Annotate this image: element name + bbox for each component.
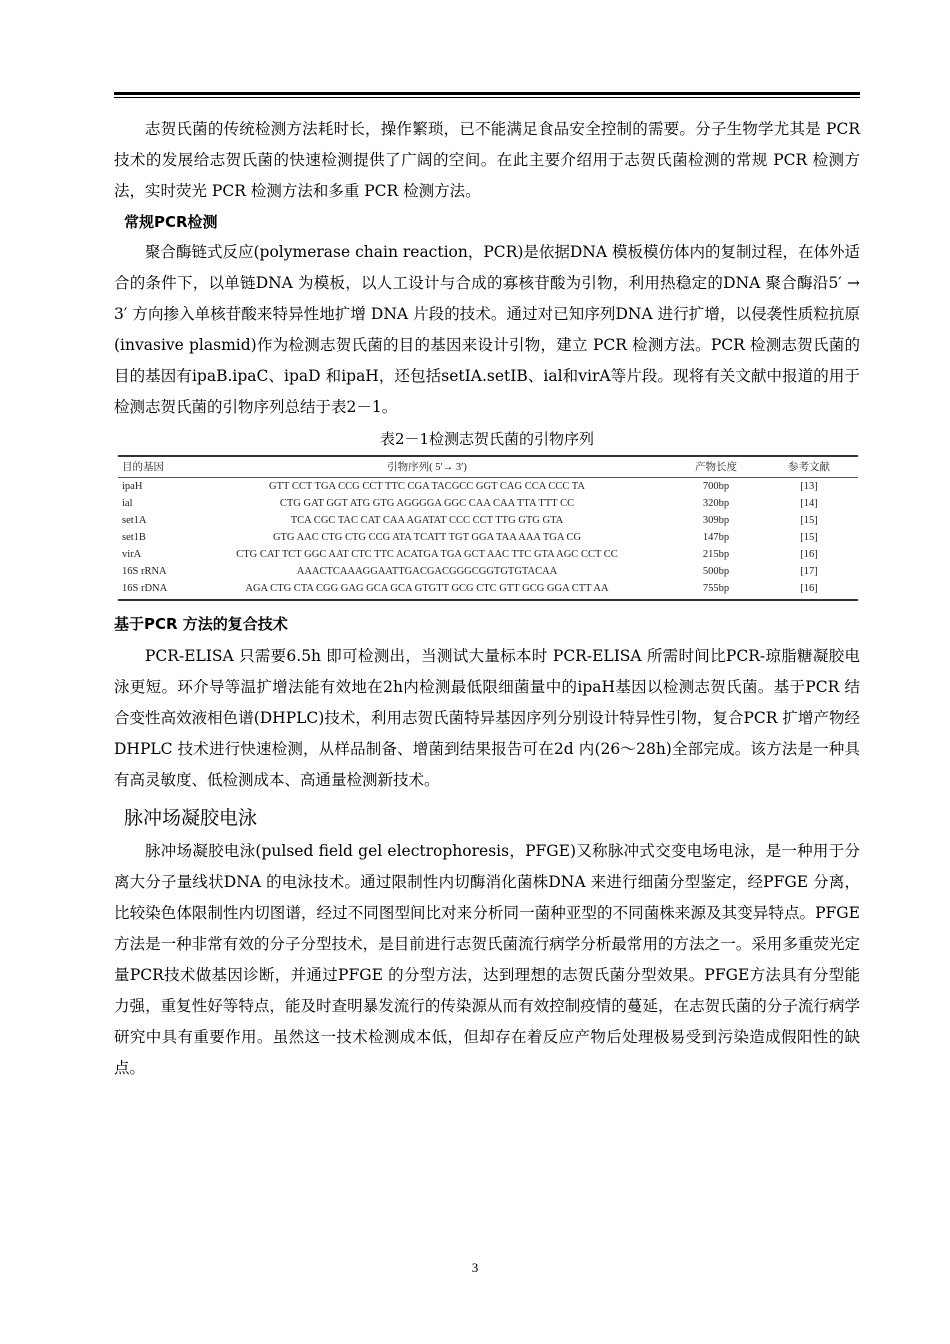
length-cell: 215bp <box>702 549 730 560</box>
gene-cell: virA <box>122 549 142 560</box>
table-header-length: 产物长度 <box>672 456 760 478</box>
heading-pfge: 脉冲场凝胶电泳 <box>124 807 258 829</box>
gene-cell: ial <box>122 498 133 509</box>
reference-cell: [13] <box>800 481 818 492</box>
sequence-cell: AAACTCAAAGGAATTGACGACGGGCGGTGTGTACAA <box>296 566 558 577</box>
gene-cell: 16S rRNA <box>122 566 167 577</box>
gene-cell: ipaH <box>122 481 143 492</box>
sequence-cell: CTG CAT TCT GGC AAT CTC TTC ACATGA TGA GCT AAC TTC GTA AGC CCT CC <box>236 549 618 560</box>
table-header-reference: 参考文献 <box>760 456 858 478</box>
pcr-paragraph: 聚合酶链式反应(polymerase chain reaction，PCR)是依据DNA 模板模仿体内的复制过程，在体外适合的条件下，以单链DNA 为模板，以人工设计与合成的寡核苷酸为引物，利用热稳定的DNA 聚合酶沿5′ → 3′ 方向掺入单核苷酸来特异性地扩增 DNA 片段的技术。通过对已知序列DNA 进行扩增，以侵袭性质粒抗原(invasive plasmid)作为检测志贺氏菌的目的基因来设计引物，建立 PCR 检测方法。PCR 检测志贺氏菌的目的基因有ipaB.ipaC、ipaD 和ipaH，还包括setIA.setIB、ial和virA等片段。现将有关文献中报道的用于检测志贺氏菌的引物序列总结于表2－1。 <box>114 243 860 416</box>
table-row <box>118 529 858 546</box>
sequence-cell: CTG GAT GGT ATG GTG AGGGGA GGC CAA CAA TTA TTT CC <box>279 498 575 509</box>
length-cell: 755bp <box>672 580 760 600</box>
table-row <box>118 580 858 600</box>
reference-cell: [15] <box>800 532 818 543</box>
table-header-gene: 目的基因 <box>118 456 182 478</box>
table-row <box>118 546 858 563</box>
length-cell: 320bp <box>702 498 730 509</box>
length-cell: 700bp <box>702 481 730 492</box>
reference-cell: [15] <box>800 515 818 526</box>
primer-table <box>118 455 858 601</box>
reference-cell: [16] <box>800 549 818 560</box>
intro-paragraph: 志贺氏菌的传统检测方法耗时长，操作繁琐，已不能满足食品安全控制的需要。分子生物学尤其是 PCR技术的发展给志贺氏菌的快速检测提供了广阔的空间。在此主要介绍用于志贺氏菌检测的常规 PCR 检测方法，实时荧光 PCR 检测方法和多重 PCR 检测方法。 <box>114 120 860 200</box>
header-rule-thin <box>114 97 860 98</box>
gene-cell: set1A <box>122 515 147 526</box>
page-body <box>114 114 860 1084</box>
table-row <box>118 563 858 580</box>
sequence-cell: GTG AAC CTG CTG CCG ATA TCATT TGT GGA TAA AAA TGA CG <box>272 532 582 543</box>
page-number: 3 <box>471 1260 479 1275</box>
length-cell: 147bp <box>702 532 730 543</box>
length-cell: 500bp <box>702 566 730 577</box>
sequence-cell: TCA CGC TAC CAT CAA AGATAT CCC CCT TTG GTG GTA <box>290 515 564 526</box>
composite-paragraph: PCR-ELISA 只需要6.5h 即可检测出，当测试大量标本时 PCR-ELISA 所需时间比PCR-琼脂糖凝胶电泳更短。环介导等温扩增法能有效地在2h内检测最低限细菌量中的ipaH基因以检测志贺氏菌。基于PCR 结合变性高效液相色谱(DHPLC)技术，利用志贺氏菌特异基因序列分别设计特异性引物，复合PCR 扩增产物经DHPLC 技术进行快速检测，从样品制备、增菌到结果报告可在2d 内(26～28h)全部完成。该方法是一种具有高灵敏度、低检测成本、高通量检测新技术。 <box>114 647 860 789</box>
table-row <box>118 495 858 512</box>
table-row <box>118 478 858 496</box>
heading-conventional-pcr: 常规PCR检测 <box>124 213 218 231</box>
heading-composite-pcr: 基于PCR 方法的复合技术 <box>114 615 288 633</box>
header-rule-thick <box>114 92 860 95</box>
sequence-cell: AGA CTG CTA CGG GAG GCA GCA GTGTT GCG CTC GTT GCG GGA CTT AA <box>182 580 672 600</box>
table-row <box>118 512 858 529</box>
reference-cell: [14] <box>800 498 818 509</box>
reference-cell: [16] <box>760 580 858 600</box>
table-header-sequence: 引物序列( 5′→ 3′) <box>182 456 672 478</box>
pfge-paragraph: 脉冲场凝胶电泳(pulsed field gel electrophoresis，PFGE)又称脉冲式交变电场电泳，是一种用于分离大分子量线状DNA 的电泳技术。通过限制性内切酶消化菌株DNA 来进行细菌分型鉴定，经PFGE 分离，比较染色体限制性内切图谱，经过不同图型间比对来分析同一菌种亚型的不同菌株来源及其变异特点。PFGE 方法是一种非常有效的分子分型技术，是目前进行志贺氏菌流行病学分析最常用的方法之一。采用多重荧光定量PCR技术做基因诊断，并通过PFGE 的分型方法，达到理想的志贺氏菌分型效果。PFGE方法具有分型能力强，重复性好等特点，能及时查明暴发流行的传染源从而有效控制疫情的蔓延，在志贺氏菌的分子流行病学研究中具有重要作用。虽然这一技术检测成本低，但却存在着反应产物后处理极易受到污染造成假阳性的缺点。 <box>114 842 860 1077</box>
gene-cell: 16S rDNA <box>118 580 182 600</box>
gene-cell: set1B <box>122 532 146 543</box>
table-caption: 表2－1检测志贺氏菌的引物序列 <box>379 430 595 448</box>
reference-cell: [17] <box>800 566 818 577</box>
length-cell: 309bp <box>702 515 730 526</box>
sequence-cell: GTT CCT TGA CCG CCT TTC CGA TACGCC GGT CAG CCA CCC TA <box>269 481 585 492</box>
